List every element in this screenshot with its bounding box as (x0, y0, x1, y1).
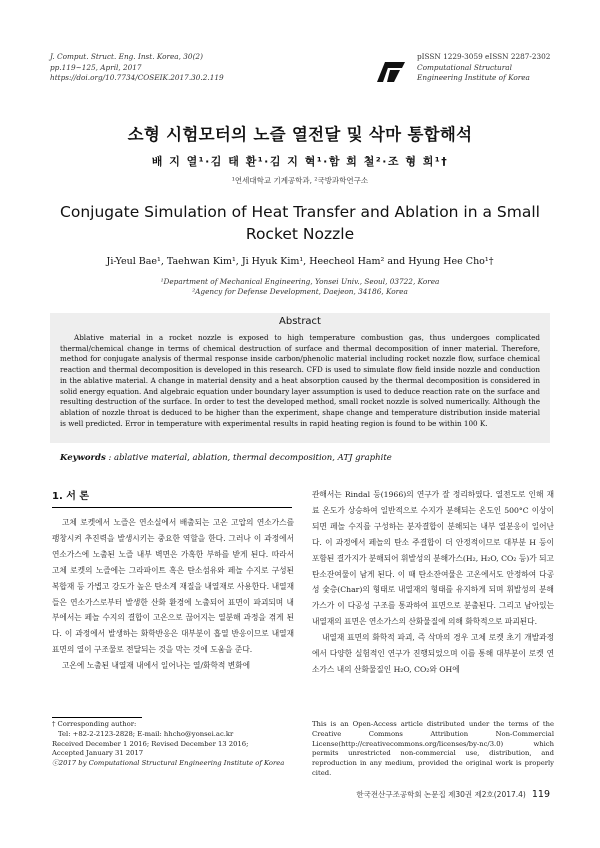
footnote-line: † Corresponding author: (52, 720, 137, 728)
abstract-heading: Abstract (279, 316, 321, 327)
body-column-left (52, 515, 294, 674)
footnote-line: Received December 1 2016; Revised December 13 2016; (52, 739, 249, 748)
citation-line: J. Comput. Struct. Eng. Inst. Korea, 30(2) (50, 52, 203, 61)
affiliation-line: ²Agency for Defense Development, Daejeon, 34186, Korea (192, 287, 408, 296)
issn-info (417, 52, 567, 84)
english-affiliations (0, 277, 600, 297)
section-heading: 1. 서 론 (52, 487, 292, 508)
paragraph: 관해서는 Rindal 등(1966)의 연구가 잘 정리하였다. 열전도로 인해 재료 온도가 상승하여 일반적으로 수지가 분해되는 온도인 500°C 이상이 되면 페놀 수지를 구성하는 분자결합이 분해되는 내부 열분응이 일어난다. 이 과정에서 페놀의 탄소 주결합이 더 안정적이므로 대부분 H 등이 포함된 결가지가 분해되어 휘발성의 분해가스(H₂, H₂O, CO₂ 등)가 되고 탄소잔여물이 남게 된다. 이 때 탄소잔여물은 고온에서도 안정하여 다공성 숯층(Char)의 형태로 내열재의 형태를 유지하게 되며 휘발성의 분해가스가 이 다공성 구조를 통과하여 표면으로 분출된다. 그리고 남아있는 내열재의 표면은 연소가스의 산화물질에 의해 화학적으로 파괴된다. (312, 490, 554, 627)
korean-affiliations: ¹연세대학교 기계공학과, ²국방과학연구소 (231, 176, 369, 185)
paragraph: 고체 로켓에서 노즐은 연소실에서 배출되는 고온 고압의 연소가스를 팽창시켜 추진력을 발생시키는 중요한 역할을 한다. 그러나 이 과정에서 연소가스에 노출된 노즐 내부 벽면은 가혹한 부하를 받게 된다. 따라서 고체 로켓의 노즐에는 그라파이트 혹은 탄소섬유와 페놀 수지로 구성된 복합재 등 가볍고 강도가 높은 탄소계 재질을 내열재로 사용한다. 내열재들은 연소가스로부터 발생한 산화 환경에 노출되어 표면이 파괴되며 내부에서는 페놀 수지의 결합이 고온으로 끊어지는 열분해 과정을 겪게 된다. 이 과정에서 발생하는 화학반응은 대부분이 흡열 반응이므로 내열재 표면의 열이 구조물로 전달되는 것을 막는 것에 도움을 준다. (52, 518, 294, 655)
doi-link[interactable]: https://doi.org/10.7734/COSEIK.2017.30.2.119 (50, 73, 224, 82)
footnote-line: Accepted January 31 2017 (52, 749, 144, 758)
corresponding-author-note (52, 720, 292, 769)
english-title: Conjugate Simulation of Heat Transfer and Ablation in a Small Rocket Nozzle (60, 203, 540, 243)
footnote-divider (52, 717, 142, 718)
keywords (60, 453, 540, 463)
korean-authors: 배 지 열¹·김 태 환¹·김 지 혁¹·함 희 철²·조 형 희¹† (151, 155, 449, 168)
page-footer (300, 789, 550, 800)
footer-journal: 한국전산구조공학회 논문집 제30권 제2호(2017.4) (356, 790, 526, 799)
korean-title: 소형 시험모터의 노즐 열전달 및 삭마 통합해석 (127, 125, 473, 144)
copyright-line: ⓒ2017 by Computational Structural Engineering Institute of Korea (52, 759, 285, 768)
publisher-line: Computational Structural (417, 62, 512, 72)
affiliation-line: ¹Department of Mechanical Engineering, Yonsei Univ., Seoul, 03722, Korea (160, 277, 440, 286)
keywords-list: : ablative material, ablation, thermal decomposition, ATJ graphite (105, 453, 392, 463)
abstract-text: Ablative material in a rocket nozzle is exposed to high temperature combustion gas, thus undergoes complicated thermal/chemical change in terms of chemical destruction of surface and thermal decomposition of inner material. Therefore, method for conjugate analysis of thermal response inside carbon/phenolic material including rocket nozzle flow, surface chemical reaction and thermal decomposition is developed in this research. CFD is used to simulate flow field inside nozzle and conduction in the ablative material. A change in material density and a heat absorption caused by the thermal decomposition is considered in solid energy equation. And algebraic equation under boundary layer assumption is used to deduce reaction rate on the surface and resulting destruction of the surface. In order to test the developed method, small rocket nozzle is solved numerically. Although the ablation of nozzle throat is deduced to be higher than the experiment, shape change and temperature distribution inside material is well predicted. Error in temperature with experimental results in rapid heating region is found to be within 100 K. (60, 333, 540, 428)
english-authors: Ji-Yeul Bae¹, Taehwan Kim¹, Ji Hyuk Kim¹, Heecheol Ham² and Hyung Hee Cho¹† (106, 256, 494, 267)
footnote-line: Tel: +82-2-2123-2828; E-mail: hhcho@yonsei.ac.kr (58, 729, 234, 738)
journal-citation (50, 52, 310, 84)
publisher-line: Engineering Institute of Korea (417, 73, 530, 82)
keywords-label: Keywords (60, 453, 106, 463)
paragraph: 고온에 노출된 내열재 내에서 일어나는 열/화학적 변화에 (62, 661, 251, 671)
page-number: 119 (531, 789, 550, 800)
citation-line: pp.119~125, April, 2017 (50, 62, 142, 72)
issn-line: pISSN 1229-3059 eISSN 2287-2302 (417, 52, 551, 61)
body-column-right (312, 487, 554, 678)
license-note: This is an Open-Access article distributed under the terms of the Creative Commons Attribution Non-Commercial License(http://creativecommons.org/licenses/by-nc/3.0) which permits unrestricted non-commercial use, distribution, and reproduction in any medium, provided the original work is properly cited. (312, 720, 554, 777)
paragraph: 내열재 표면의 화학적 파괴, 즉 삭마의 경우 고체 로켓 초기 개발과정에서 다양한 실험적인 연구가 진행되었으며 이를 통해 대부분이 로켓 연소가스 내의 산화물질인 H₂O, CO₂와 OH에 (312, 633, 554, 674)
journal-logo-icon (376, 60, 406, 84)
